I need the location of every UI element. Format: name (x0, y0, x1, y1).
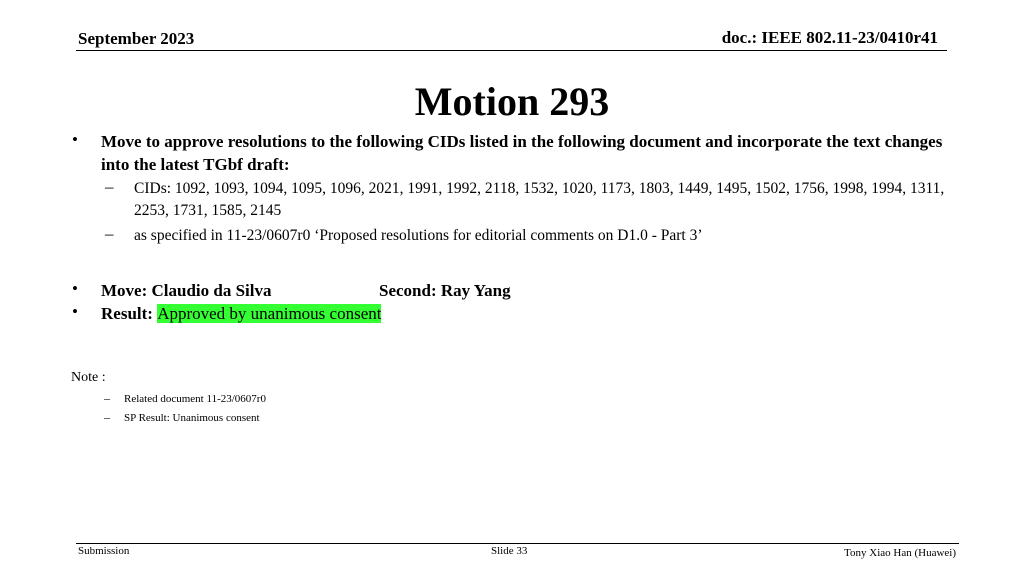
move-text: Move: Claudio da Silva (101, 281, 272, 300)
note-dash: – (104, 391, 110, 405)
bullet-dot: • (72, 279, 78, 298)
note-dash: – (104, 410, 110, 424)
motion-text: Move to approve resolutions to the following CIDs listed in the following document and incorporate the text changes into the latest TGbf draft: (101, 132, 943, 174)
header-divider (76, 50, 947, 51)
note-colon: : (101, 370, 106, 385)
spec-reference-text: as specified in 11-23/0607r0 ‘Proposed resolutions for editorial comments on D1.0 - Part 3’ (134, 227, 703, 244)
result-label: Result: (101, 304, 153, 323)
footer-submission: Submission (78, 545, 130, 557)
sub-dash: – (105, 177, 114, 196)
bullet-dot: • (72, 130, 78, 149)
slide-title: Motion 293 (414, 79, 610, 124)
note-label-line (71, 370, 106, 386)
note-item-text: Related document 11-23/0607r0 (124, 393, 266, 405)
result-line (101, 302, 381, 325)
note-label: Note (71, 370, 99, 385)
cid-list-text: CIDs: 1092, 1093, 1094, 1095, 1096, 2021, 1991, 1992, 2118, 1532, 1020, 1173, 1803, 1449, 1495, 1502, 1756, 1998, 1994, 1311, 2253, 1731, 1585, 2145 (134, 180, 945, 219)
result-value: Approved by unanimous consent (157, 304, 382, 323)
note-item-text: SP Result: Unanimous consent (124, 412, 260, 424)
footer-divider (76, 543, 959, 544)
header-date: September 2023 (78, 29, 195, 48)
header-doc-id: doc.: IEEE 802.11-23/0410r41 (721, 28, 938, 47)
second-text: Second: Ray Yang (379, 281, 511, 300)
footer-slide-number: Slide 33 (491, 545, 528, 557)
sub-dash: – (105, 224, 114, 243)
footer-author: Tony Xiao Han (Huawei) (844, 547, 956, 559)
bullet-dot: • (72, 302, 78, 321)
